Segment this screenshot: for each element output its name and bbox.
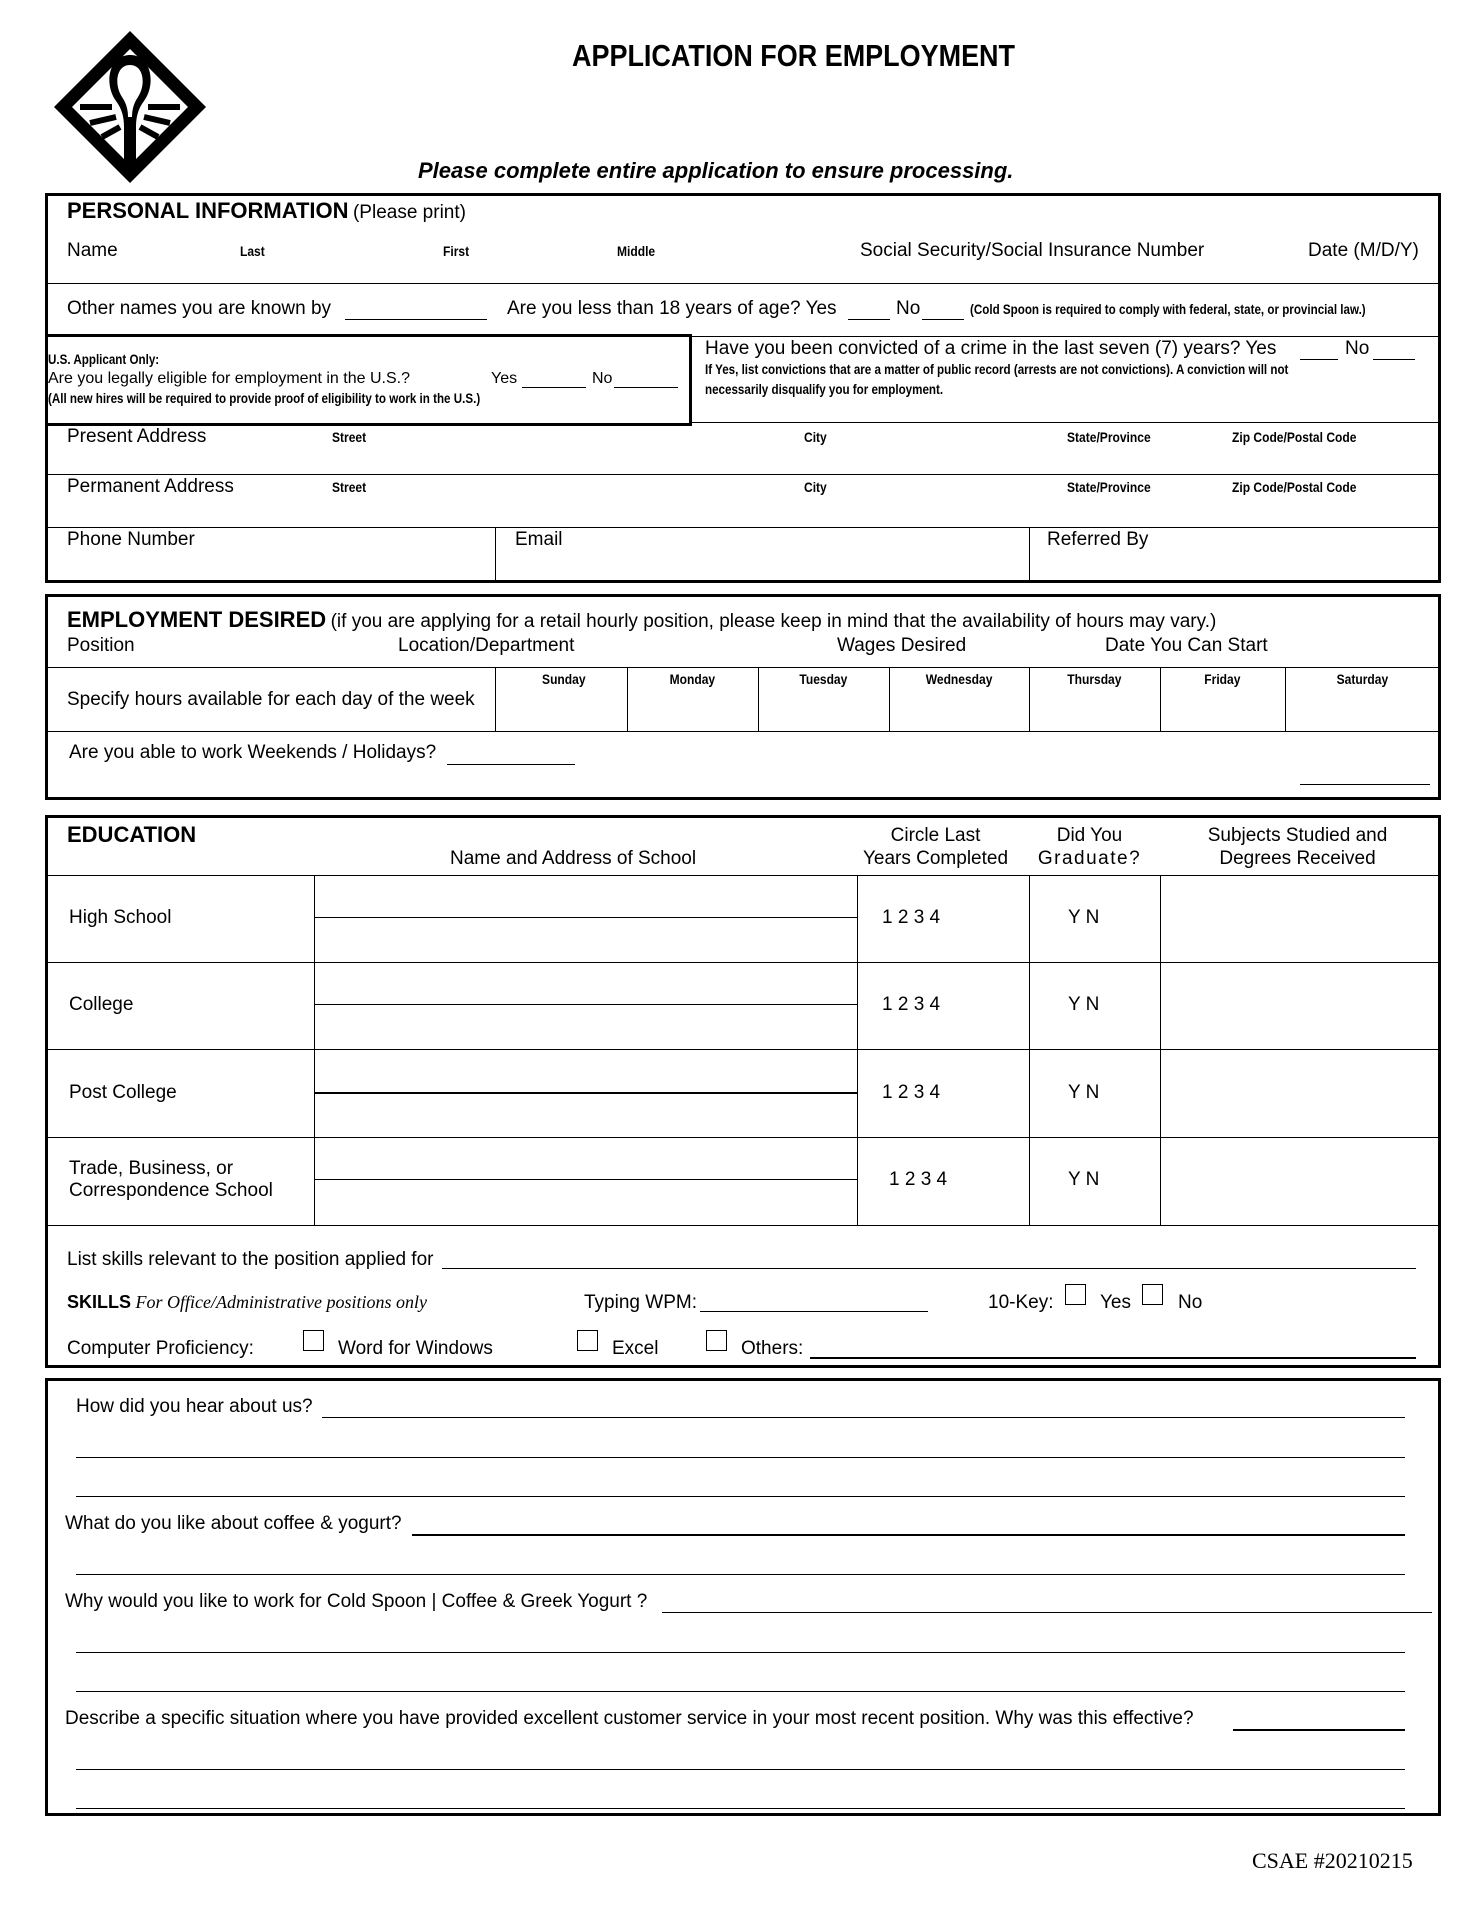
present-street-label: Street <box>332 429 367 445</box>
others-label: Others: <box>741 1338 804 1359</box>
education-heading: EDUCATION <box>67 822 197 847</box>
college-graduate[interactable]: Y N <box>1068 994 1100 1015</box>
convicted-no-label: No <box>1345 338 1370 359</box>
skills-list-field[interactable] <box>442 1268 1416 1269</box>
permanent-address-label: Permanent Address <box>67 476 234 497</box>
day-friday: Friday <box>1204 671 1241 687</box>
weekends-field[interactable] <box>447 764 575 765</box>
answer-coffee-line-2[interactable] <box>76 1574 1405 1575</box>
excel-checkbox[interactable] <box>577 1330 598 1351</box>
eligible-question: Are you legally eligible for employment in the U.S.? <box>48 370 410 387</box>
weekends-question: Are you able to work Weekends / Holidays? <box>69 742 437 763</box>
middle-name-label: Middle <box>617 243 656 259</box>
section-heading: PERSONAL INFORMATION <box>67 198 349 223</box>
day-saturday: Saturday <box>1336 671 1389 687</box>
start-date-label: Date You Can Start <box>1105 635 1268 656</box>
eligible-yes-field[interactable] <box>522 387 586 388</box>
tenkey-yes-label: Yes <box>1100 1292 1131 1313</box>
email-label: Email <box>515 529 563 550</box>
day-sunday: Sunday <box>542 671 586 687</box>
eligible-no-field[interactable] <box>614 387 678 388</box>
under-18-label: Are you less than 18 years of age? Yes <box>507 298 837 319</box>
day-thursday: Thursday <box>1067 671 1122 687</box>
page-title: APPLICATION FOR EMPLOYMENT <box>572 38 1016 73</box>
tenkey-yes-checkbox[interactable] <box>1065 1284 1086 1305</box>
post-college-graduate[interactable]: Y N <box>1068 1082 1100 1103</box>
location-label: Location/Department <box>398 635 575 656</box>
under-18-yes-field[interactable] <box>848 319 890 320</box>
personal-heading-row <box>67 198 466 224</box>
question-why-work: Why would you like to work for Cold Spoon | Coffee & Greek Yogurt ? <box>65 1591 648 1612</box>
college-label: College <box>69 994 134 1015</box>
answer-service-line-3[interactable] <box>76 1808 1405 1809</box>
trade-school-label-1: Trade, Business, or <box>69 1158 234 1179</box>
question-coffee-yogurt: What do you like about coffee & yogurt? <box>65 1513 402 1534</box>
wages-label: Wages Desired <box>837 635 967 656</box>
skills-list-label: List skills relevant to the position applied for <box>67 1249 434 1270</box>
subjects-header-1: Subjects Studied and <box>1207 825 1388 846</box>
present-zip-label: Zip Code/Postal Code <box>1232 429 1357 445</box>
school-column-header: Name and Address of School <box>450 848 697 869</box>
post-college-years[interactable]: 1 2 3 4 <box>882 1082 941 1103</box>
years-header-1: Circle Last <box>890 825 981 846</box>
word-label: Word for Windows <box>338 1338 493 1359</box>
diamond-spoon-logo <box>50 27 210 187</box>
answer-hear-line-3[interactable] <box>76 1496 1405 1497</box>
trade-school-graduate[interactable]: Y N <box>1068 1169 1100 1190</box>
computer-proficiency-label: Computer Proficiency: <box>67 1338 254 1359</box>
answer-why-line-1[interactable] <box>662 1612 1432 1613</box>
extra-field[interactable] <box>1300 784 1430 785</box>
other-names-label: Other names you are known by <box>67 298 332 319</box>
date-label: Date (M/D/Y) <box>1308 240 1419 261</box>
position-label: Position <box>67 635 135 656</box>
answer-hear-line-1[interactable] <box>322 1417 1405 1418</box>
question-customer-service: Describe a specific situation where you have provided excellent customer service in your most recent position. Why was this effective? <box>65 1708 1194 1729</box>
phone-label: Phone Number <box>67 529 195 550</box>
others-field[interactable] <box>810 1357 1416 1359</box>
graduate-header-1: Did You <box>1056 825 1123 846</box>
others-checkbox[interactable] <box>706 1330 727 1351</box>
subjects-header-2: Degrees Received <box>1219 848 1376 869</box>
convicted-question: Have you been convicted of a crime in the last seven (7) years? Yes <box>705 338 1277 359</box>
answer-why-line-3[interactable] <box>76 1691 1405 1692</box>
high-school-graduate[interactable]: Y N <box>1068 907 1100 928</box>
answer-service-line-1[interactable] <box>1233 1729 1405 1731</box>
employment-heading-row <box>67 607 1216 633</box>
eligible-yes-label: Yes <box>491 370 518 387</box>
typing-wpm-label: Typing WPM: <box>584 1292 697 1313</box>
us-applicant-label: U.S. Applicant Only: <box>48 352 160 367</box>
typing-wpm-field[interactable] <box>700 1311 928 1312</box>
graduate-header-2: Graduate? <box>1037 848 1142 869</box>
permanent-state-label: State/Province <box>1067 479 1151 495</box>
high-school-label: High School <box>69 907 172 928</box>
post-college-label: Post College <box>69 1082 177 1103</box>
referred-by-label: Referred By <box>1047 529 1149 550</box>
skills-note: For Office/Administrative positions only <box>135 1292 427 1312</box>
day-wednesday: Wednesday <box>925 671 993 687</box>
day-tuesday: Tuesday <box>799 671 848 687</box>
proof-note: (All new hires will be required to provide proof of eligibility to work in the U.S.) <box>48 391 481 406</box>
excel-label: Excel <box>612 1338 659 1359</box>
permanent-zip-label: Zip Code/Postal Code <box>1232 479 1357 495</box>
under-18-no-field[interactable] <box>922 319 964 320</box>
years-header-2: Years Completed <box>862 848 1009 869</box>
word-checkbox[interactable] <box>303 1330 324 1351</box>
convicted-no-field[interactable] <box>1373 359 1415 360</box>
permanent-city-label: City <box>804 479 827 495</box>
trade-school-years[interactable]: 1 2 3 4 <box>889 1169 948 1190</box>
page-subtitle: Please complete entire application to ensure processing. <box>418 158 1014 183</box>
question-hear-about-us: How did you hear about us? <box>76 1396 313 1417</box>
answer-why-line-2[interactable] <box>76 1652 1405 1653</box>
present-state-label: State/Province <box>1067 429 1151 445</box>
day-monday: Monday <box>669 671 716 687</box>
hours-label: Specify hours available for each day of the week <box>67 689 475 710</box>
high-school-years[interactable]: 1 2 3 4 <box>882 907 941 928</box>
answer-service-line-2[interactable] <box>76 1769 1405 1770</box>
present-city-label: City <box>804 429 827 445</box>
skills-heading: SKILLS <box>67 1292 132 1312</box>
section-heading: EMPLOYMENT DESIRED <box>67 607 327 632</box>
conviction-note-1: If Yes, list convictions that are a matter of public record (arrests are not convictions). A conviction will not <box>705 362 1289 377</box>
skills-heading-row <box>67 1292 427 1313</box>
under-18-no-label: No <box>896 298 921 319</box>
answer-coffee-line-1[interactable] <box>412 1534 1405 1536</box>
tenkey-label: 10-Key: <box>988 1292 1054 1313</box>
compliance-note: (Cold Spoon is required to comply with federal, state, or provincial law.) <box>970 302 1366 317</box>
heading-note: (Please print) <box>352 202 466 223</box>
ssn-label: Social Security/Social Insurance Number <box>860 240 1205 261</box>
name-label: Name <box>67 240 118 261</box>
eligible-no-label: No <box>592 370 613 387</box>
first-name-label: First <box>443 243 470 259</box>
tenkey-no-label: No <box>1178 1292 1203 1313</box>
permanent-street-label: Street <box>332 479 367 495</box>
last-name-label: Last <box>240 243 265 259</box>
other-names-field[interactable] <box>345 319 487 320</box>
conviction-note-2: necessarily disqualify you for employment. <box>705 382 944 397</box>
form-code: CSAE #20210215 <box>1252 1848 1413 1873</box>
trade-school-label-2: Correspondence School <box>69 1180 273 1201</box>
tenkey-no-checkbox[interactable] <box>1142 1284 1163 1305</box>
convicted-yes-field[interactable] <box>1300 359 1338 360</box>
answer-hear-line-2[interactable] <box>76 1457 1405 1458</box>
college-years[interactable]: 1 2 3 4 <box>882 994 941 1015</box>
present-address-label: Present Address <box>67 426 207 447</box>
heading-note: (if you are applying for a retail hourly position, please keep in mind that the availability of hours may vary.) <box>330 611 1217 632</box>
